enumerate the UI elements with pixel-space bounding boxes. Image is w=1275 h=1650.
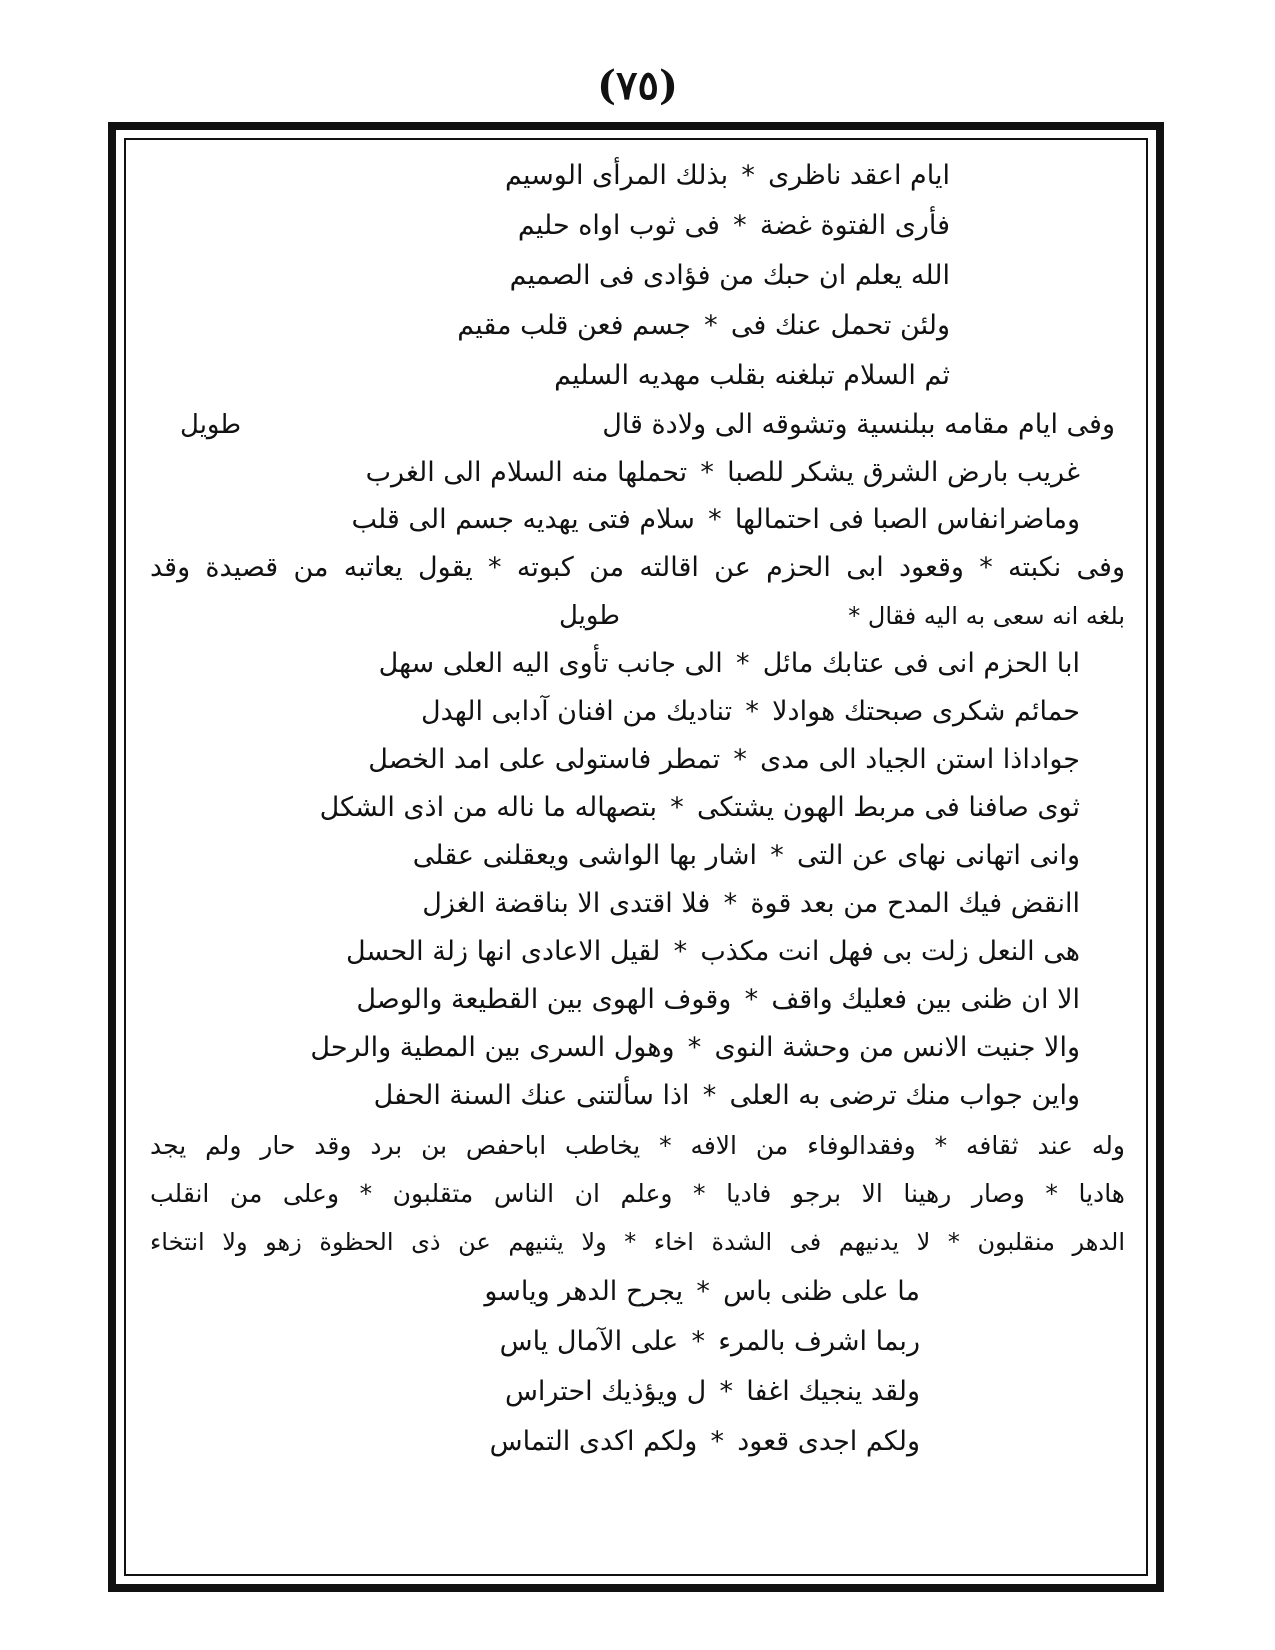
verse-hemistich-left: سلام فتى يهديه جسم الى قلب bbox=[351, 504, 695, 535]
verse-hemistich-right: ايام اعقد ناظرى bbox=[768, 160, 950, 191]
verse-separator: * bbox=[770, 840, 784, 871]
verse-separator: * bbox=[733, 744, 747, 775]
verse-hemistich-right: ربما اشرف بالمرء bbox=[718, 1326, 920, 1357]
verse-hemistich-left: وقوف الهوى بين القطيعة والوصل bbox=[356, 984, 732, 1015]
verse-line bbox=[351, 500, 1080, 540]
verse-hemistich-right: الا ان ظنى بين فعليك واقف bbox=[771, 984, 1080, 1015]
verse-hemistich-left: يجرح الدهر وياسو bbox=[484, 1276, 684, 1307]
verse-hemistich-left: بذلك المرأى الوسيم bbox=[505, 160, 729, 191]
verse-line bbox=[518, 206, 950, 246]
verse-hemistich-right: ابا الحزم انى فى عتابك مائل bbox=[762, 648, 1080, 679]
verse-line bbox=[368, 740, 1080, 780]
verse-line bbox=[346, 932, 1080, 972]
verse-hemistich-right: فأرى الفتوة غضة bbox=[759, 210, 950, 241]
verse-line bbox=[413, 836, 1080, 876]
prose-line: هاديا * وصار رهينا الا برجو فاديا * وعلم ان الناس متقلبون * وعلى من انقلب bbox=[150, 1179, 1125, 1208]
verse-line bbox=[505, 1372, 920, 1412]
verse-line bbox=[510, 256, 950, 296]
prose-line: الدهر منقلبون * لا يدنيهم فى الشدة اخاء * ولا يثنيهم عن ذى الحظوة زهو ولا انتخاء bbox=[150, 1228, 1125, 1256]
verse-separator: * bbox=[708, 504, 722, 535]
verse-hemistich-left: تحملها منه السلام الى الغرب bbox=[365, 457, 688, 488]
verse-hemistich-right: ولكم اجدى قعود bbox=[737, 1426, 920, 1457]
verse-hemistich-right: ولقد ينجيك اغفا bbox=[746, 1376, 920, 1407]
verse-separator: * bbox=[744, 984, 759, 1015]
verse-hemistich-left: الى جانب تأوى اليه العلى سهل bbox=[378, 648, 723, 679]
verse-separator: * bbox=[670, 792, 684, 823]
verse-hemistich-right: ثوى صافنا فى مربط الهون يشتكى bbox=[697, 792, 1080, 823]
verse-hemistich-right: حمائم شكرى صبحتك هوادلا bbox=[772, 696, 1080, 727]
verse-hemistich-right: وماضرانفاس الصبا فى احتمالها bbox=[734, 504, 1080, 535]
verse-separator: * bbox=[741, 160, 755, 191]
prose-line: بلغه انه سعى به اليه فقال * bbox=[848, 602, 1125, 630]
verse-full: ثم السلام تبلغنه بقلب مهديه السليم bbox=[554, 360, 950, 391]
page-content bbox=[150, 150, 1125, 1560]
meter-label: طويل bbox=[180, 410, 242, 440]
verse-hemistich-right: ولئن تحمل عنك فى bbox=[730, 310, 950, 341]
verse-separator: * bbox=[719, 1376, 733, 1407]
verse-hemistich-left: جسم فعن قلب مقيم bbox=[457, 310, 691, 341]
verse-hemistich-left: تمطر فاستولى على امد الخصل bbox=[368, 744, 721, 775]
verse-line bbox=[457, 306, 950, 346]
verse-hemistich-left: ل ويؤذيك احتراس bbox=[504, 1376, 707, 1407]
verse-separator: * bbox=[733, 210, 747, 241]
verse-hemistich-right: وانى اتهانى نهاى عن التى bbox=[797, 840, 1080, 871]
verse-hemistich-left: فى ثوب اواه حليم bbox=[517, 210, 720, 241]
verse-hemistich-right: غريب بارض الشرق يشكر للصبا bbox=[727, 457, 1080, 488]
verse-line bbox=[505, 156, 950, 196]
verse-separator: * bbox=[735, 648, 750, 679]
verse-hemistich-left: تناديك من افنان آدابى الهدل bbox=[421, 696, 733, 727]
verse-separator: * bbox=[745, 696, 759, 727]
verse-hemistich-left: اذا سألتنى عنك السنة الحفل bbox=[373, 1080, 690, 1111]
verse-hemistich-left: ولكم اكدى التماس bbox=[489, 1426, 698, 1457]
verse-line bbox=[500, 1322, 920, 1362]
verse-separator: * bbox=[702, 1080, 717, 1111]
verse-separator: * bbox=[710, 1426, 725, 1457]
verse-line bbox=[484, 1272, 920, 1312]
verse-line bbox=[421, 692, 1080, 732]
verse-hemistich-right: واين جواب منك ترضى به العلى bbox=[729, 1080, 1080, 1111]
verse-line bbox=[320, 788, 1080, 828]
verse-hemistich-right: والا جنيت الانس من وحشة النوى bbox=[714, 1032, 1080, 1063]
verse-hemistich-left: بتصهاله ما ناله من اذى الشكل bbox=[319, 792, 658, 823]
verse-hemistich-left: اشار بها الواشى ويعقلنى عقلى bbox=[412, 840, 758, 871]
verse-line bbox=[374, 1076, 1080, 1116]
verse-hemistich-right: جواداذا استن الجياد الى مدى bbox=[760, 744, 1080, 775]
verse-hemistich-right: هى النعل زلت بى فهل انت مكذب bbox=[700, 936, 1080, 967]
verse-hemistich-right: ما على ظنى باس bbox=[723, 1276, 920, 1307]
verse-line bbox=[490, 1422, 920, 1462]
meter-label: طويل bbox=[558, 601, 620, 631]
verse-line bbox=[422, 884, 1080, 924]
prose-line: وله عند ثقافه * وفقدالوفاء من الافه * يخاطب اباحفص بن برد وقد حار ولم يجد bbox=[150, 1131, 1125, 1160]
verse-line bbox=[554, 356, 950, 396]
verse-separator: * bbox=[687, 1032, 702, 1063]
verse-hemistich-left: على الآمال ياس bbox=[499, 1326, 679, 1357]
verse-separator: * bbox=[700, 457, 714, 488]
verse-separator: * bbox=[673, 936, 688, 967]
verse-separator: * bbox=[723, 888, 738, 919]
section-heading: وفى ايام مقامه ببلنسية وتشوقه الى ولادة قال bbox=[602, 409, 1115, 440]
prose-line: وفى نكبته * وقعود ابى الحزم عن اقالته من كبوته * يقول يعاتبه من قصيدة وقد bbox=[150, 552, 1125, 583]
verse-separator: * bbox=[696, 1276, 710, 1307]
verse-hemistich-right: اانقض فيك المدح من بعد قوة bbox=[750, 888, 1080, 919]
verse-hemistich-left: وهول السرى بين المطية والرحل bbox=[310, 1032, 675, 1063]
verse-hemistich-left: لقيل الاعادى انها زلة الحسل bbox=[345, 936, 661, 967]
verse-line bbox=[310, 1028, 1080, 1068]
verse-line bbox=[366, 453, 1080, 493]
verse-full: الله يعلم ان حبك من فؤادى فى الصميم bbox=[509, 260, 950, 291]
verse-line bbox=[356, 980, 1080, 1020]
page-number: (٧٥) bbox=[597, 62, 678, 109]
verse-hemistich-left: فلا اقتدى الا بناقضة الغزل bbox=[422, 888, 711, 919]
verse-separator: * bbox=[691, 1326, 705, 1357]
verse-separator: * bbox=[704, 310, 718, 341]
verse-line bbox=[379, 644, 1080, 684]
